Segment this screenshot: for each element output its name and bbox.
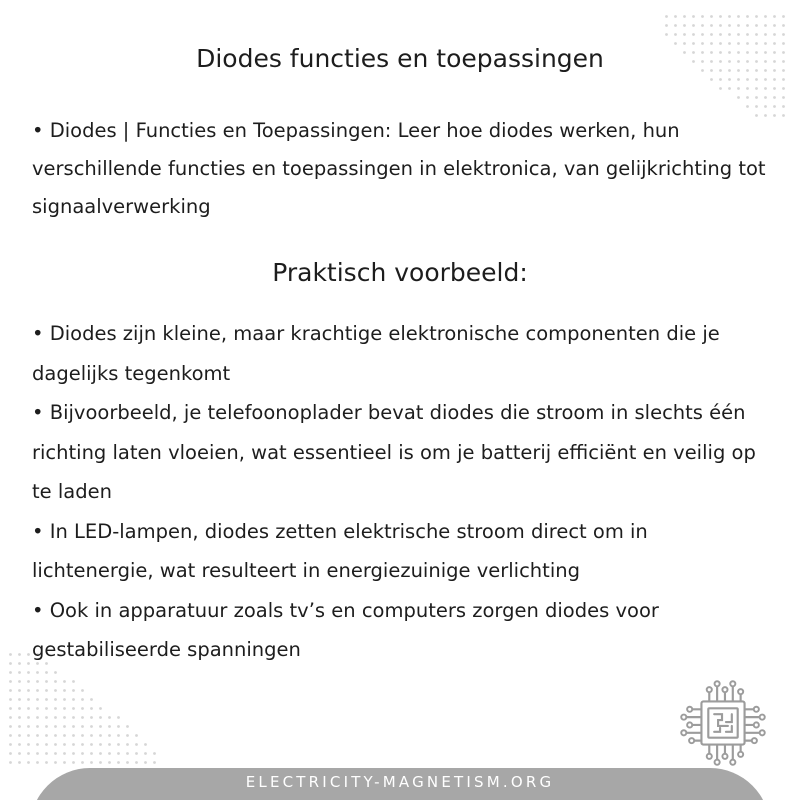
dot: [72, 680, 75, 683]
dot: [719, 15, 722, 18]
dot: [9, 680, 12, 683]
dot: [18, 716, 21, 719]
dot: [18, 707, 21, 710]
dot: [153, 752, 156, 755]
dot: [755, 96, 758, 99]
intro-paragraph: • Diodes | Functies en Toepassingen: Leer hoe diodes werken, hun verschillende functies en toepassingen in elektronica, van gelijkrichting tot signaalverwerking: [32, 119, 766, 218]
dot: [665, 15, 668, 18]
dot: [9, 725, 12, 728]
dot: [701, 33, 704, 36]
dot: [90, 698, 93, 701]
dot: [108, 761, 111, 764]
dot: [710, 33, 713, 36]
dot: [782, 78, 785, 81]
dot: [692, 15, 695, 18]
dot: [108, 716, 111, 719]
dot: [54, 761, 57, 764]
list-item: • In LED-lampen, diodes zetten elektrische stroom direct om in lichtenergie, wat resulteert in energiezuinige verlichting: [32, 519, 648, 582]
dot: [63, 752, 66, 755]
dot: [63, 680, 66, 683]
dot: [692, 24, 695, 27]
dot: [126, 743, 129, 746]
dot: [72, 725, 75, 728]
dot: [764, 33, 767, 36]
dot: [99, 743, 102, 746]
dot: [63, 689, 66, 692]
dot: [773, 87, 776, 90]
dot: [45, 680, 48, 683]
dot: [728, 33, 731, 36]
dot: [9, 752, 12, 755]
dot: [63, 707, 66, 710]
dot: [72, 761, 75, 764]
dot: [126, 725, 129, 728]
dot: [746, 96, 749, 99]
dot: [117, 752, 120, 755]
dot: [144, 761, 147, 764]
dot: [45, 743, 48, 746]
dot: [90, 743, 93, 746]
dot: [683, 15, 686, 18]
dot: [737, 24, 740, 27]
footer-site-label: ELECTRICITY-MAGNETISM.ORG: [245, 773, 555, 791]
dot: [54, 689, 57, 692]
list-item: • Bijvoorbeeld, je telefoonoplader bevat diodes die stroom in slechts één richting laten vloeien, wat essentieel is om je batterij efficiënt en veilig op te laden: [32, 401, 756, 503]
dot: [719, 87, 722, 90]
dot: [81, 752, 84, 755]
list-item: • Diodes zijn kleine, maar krachtige elektronische componenten die je dagelijks tegenkomt: [32, 322, 720, 385]
dot: [36, 725, 39, 728]
dot: [27, 653, 30, 656]
dot: [99, 752, 102, 755]
dot: [755, 87, 758, 90]
dot: [72, 707, 75, 710]
dot: [54, 707, 57, 710]
dot: [755, 78, 758, 81]
dot: [36, 680, 39, 683]
dot: [27, 716, 30, 719]
list-item: • Ook in apparatuur zoals tv’s en computers zorgen diodes voor gestabiliseerde spanningen: [32, 598, 659, 661]
dot: [63, 734, 66, 737]
dot: [27, 680, 30, 683]
dot: [746, 105, 749, 108]
dot: [54, 698, 57, 701]
dot: [737, 87, 740, 90]
dot: [81, 689, 84, 692]
dot: [54, 671, 57, 674]
dot: [773, 15, 776, 18]
dot: [126, 734, 129, 737]
dot: [117, 716, 120, 719]
dot: [674, 24, 677, 27]
dot: [782, 114, 785, 117]
dot: [63, 725, 66, 728]
dot: [764, 96, 767, 99]
dot: [18, 698, 21, 701]
dot: [117, 743, 120, 746]
dot: [45, 752, 48, 755]
dot: [27, 662, 30, 665]
dot: [99, 734, 102, 737]
dot: [710, 24, 713, 27]
dot: [54, 743, 57, 746]
dot: [108, 743, 111, 746]
dot: [45, 761, 48, 764]
dot: [719, 24, 722, 27]
dot: [72, 743, 75, 746]
dot: [144, 743, 147, 746]
dot: [18, 743, 21, 746]
dot: [728, 15, 731, 18]
circuit-chip-icon: [674, 674, 772, 772]
dot: [737, 78, 740, 81]
dot: [683, 24, 686, 27]
dot: [710, 78, 713, 81]
dot: [764, 15, 767, 18]
dot: [710, 15, 713, 18]
dot: [755, 105, 758, 108]
dot: [81, 707, 84, 710]
dot: [63, 761, 66, 764]
dot: [99, 716, 102, 719]
dot: [99, 761, 102, 764]
dot: [755, 33, 758, 36]
dot: [27, 734, 30, 737]
dot: [755, 15, 758, 18]
dot: [746, 87, 749, 90]
dot: [90, 716, 93, 719]
dot: [782, 33, 785, 36]
example-list: [32, 314, 772, 670]
dot: [764, 24, 767, 27]
dot: [9, 734, 12, 737]
dot: [126, 761, 129, 764]
dot: [9, 653, 12, 656]
page-title: Diodes functies en toepassingen: [196, 44, 604, 73]
dot: [36, 761, 39, 764]
dot: [27, 761, 30, 764]
dot: [755, 24, 758, 27]
dot: [36, 671, 39, 674]
dot: [737, 96, 740, 99]
dot: [81, 725, 84, 728]
dot: [18, 752, 21, 755]
dot: [18, 725, 21, 728]
dot: [117, 725, 120, 728]
dot: [90, 734, 93, 737]
dot: [27, 743, 30, 746]
dot: [701, 15, 704, 18]
dot: [728, 24, 731, 27]
dot: [9, 698, 12, 701]
dot: [728, 87, 731, 90]
dot: [135, 752, 138, 755]
dot: [737, 33, 740, 36]
dot: [9, 671, 12, 674]
dot: [18, 734, 21, 737]
dot: [126, 752, 129, 755]
dot: [9, 743, 12, 746]
dot: [782, 87, 785, 90]
section-heading: Praktisch voorbeeld:: [272, 258, 528, 287]
dot: [135, 743, 138, 746]
dot: [90, 725, 93, 728]
dot: [701, 24, 704, 27]
dot: [54, 680, 57, 683]
dot: [45, 734, 48, 737]
dot: [719, 33, 722, 36]
dot: [36, 707, 39, 710]
dot: [108, 725, 111, 728]
dot: [683, 33, 686, 36]
dot: [9, 662, 12, 665]
dot: [90, 761, 93, 764]
dot: [773, 96, 776, 99]
dot: [773, 114, 776, 117]
dot: [27, 698, 30, 701]
dot: [9, 716, 12, 719]
dot: [728, 78, 731, 81]
dot: [54, 752, 57, 755]
dot: [135, 734, 138, 737]
dot: [782, 96, 785, 99]
dot: [18, 662, 21, 665]
dot: [27, 671, 30, 674]
dot: [81, 761, 84, 764]
dot: [117, 734, 120, 737]
dot: [81, 743, 84, 746]
dot: [36, 743, 39, 746]
dot: [746, 15, 749, 18]
dot: [117, 761, 120, 764]
dot: [108, 734, 111, 737]
dot: [63, 698, 66, 701]
dot: [90, 752, 93, 755]
dot: [153, 761, 156, 764]
dot: [135, 761, 138, 764]
dot: [764, 87, 767, 90]
dot: [36, 689, 39, 692]
dot: [27, 725, 30, 728]
dot: [764, 78, 767, 81]
dot: [674, 33, 677, 36]
dot: [18, 689, 21, 692]
dot: [782, 15, 785, 18]
dot: [54, 725, 57, 728]
dot: [72, 716, 75, 719]
dot: [63, 716, 66, 719]
dot: [773, 78, 776, 81]
dot: [18, 761, 21, 764]
dot: [72, 752, 75, 755]
dot: [773, 105, 776, 108]
dot: [27, 752, 30, 755]
dot: [18, 680, 21, 683]
dot: [27, 689, 30, 692]
dot: [54, 734, 57, 737]
dot: [773, 24, 776, 27]
dot: [54, 716, 57, 719]
dot: [72, 734, 75, 737]
dot: [764, 105, 767, 108]
dot: [36, 698, 39, 701]
dot: [782, 105, 785, 108]
dot: [36, 734, 39, 737]
dot: [45, 716, 48, 719]
dot: [81, 716, 84, 719]
dot: [18, 653, 21, 656]
dot: [692, 33, 695, 36]
dot: [90, 707, 93, 710]
dot: [45, 671, 48, 674]
dot: [99, 725, 102, 728]
dot: [674, 15, 677, 18]
dot: [9, 707, 12, 710]
dot: [81, 698, 84, 701]
dot: [719, 78, 722, 81]
dot: [81, 734, 84, 737]
dot: [36, 716, 39, 719]
dot: [45, 707, 48, 710]
dot: [9, 689, 12, 692]
dot: [27, 707, 30, 710]
dot: [45, 725, 48, 728]
dot: [36, 752, 39, 755]
dot: [737, 15, 740, 18]
dot: [746, 33, 749, 36]
dot: [665, 33, 668, 36]
dot: [782, 24, 785, 27]
dot: [72, 689, 75, 692]
dot: [746, 24, 749, 27]
dot: [99, 707, 102, 710]
dot: [144, 752, 147, 755]
dot: [18, 671, 21, 674]
dot: [45, 698, 48, 701]
dot: [45, 689, 48, 692]
dot: [746, 78, 749, 81]
dot: [773, 33, 776, 36]
dot: [9, 761, 12, 764]
dot: [665, 24, 668, 27]
dot: [72, 698, 75, 701]
dot: [108, 752, 111, 755]
dot: [63, 743, 66, 746]
